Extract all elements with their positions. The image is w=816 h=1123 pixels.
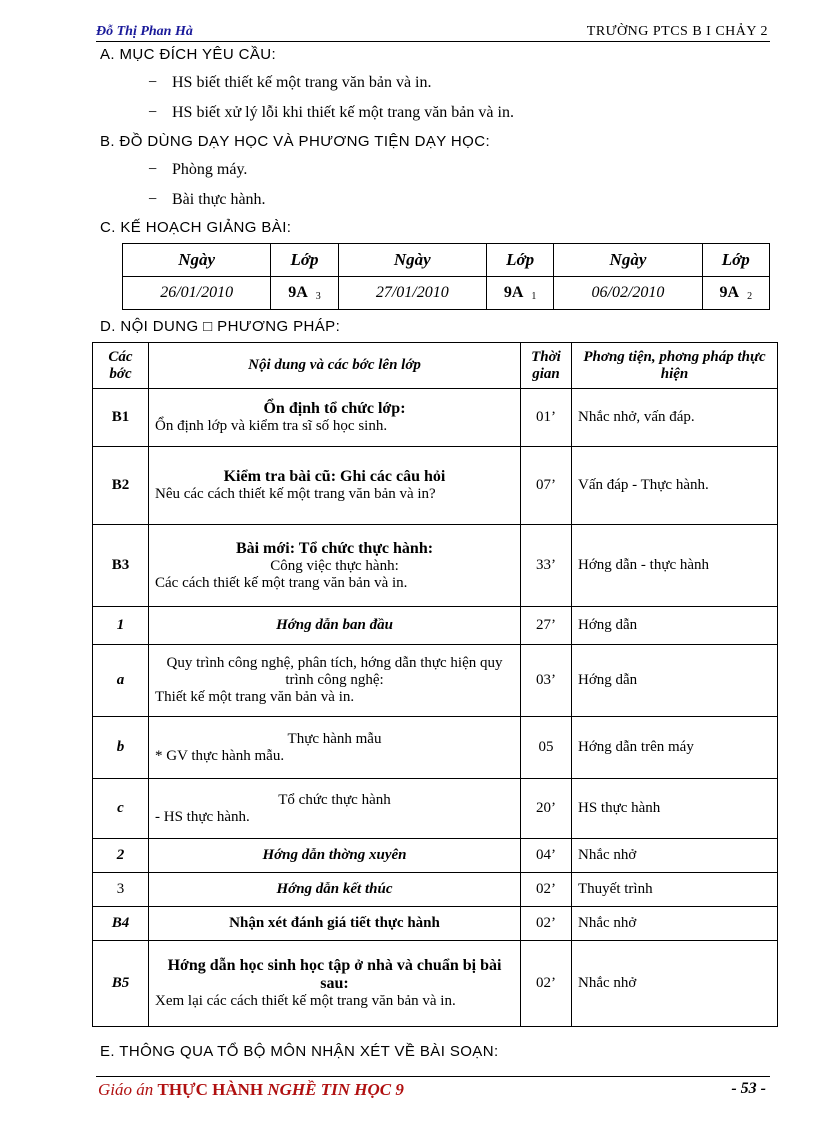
table-row	[93, 525, 778, 607]
plan-header-class: Lớp	[702, 244, 769, 277]
step-label: B4	[93, 907, 149, 941]
step-label: c	[93, 779, 149, 839]
step-subtitle: Quy trình công nghệ, phân tích, hớng dẫn thực hiện quy trình công nghệ:	[166, 655, 503, 688]
section-a-item: − HS biết xử lý lỗi khi thiết kế một trang văn bản và in.	[148, 104, 514, 121]
step-content	[149, 779, 521, 839]
school-name: TRƯỜNG PTCS B I CHẢY 2	[586, 24, 768, 39]
content-method-table	[92, 342, 778, 1027]
step-label: B3	[93, 525, 149, 607]
table-row	[93, 839, 778, 873]
table-row	[93, 779, 778, 839]
step-label: B1	[93, 389, 149, 447]
section-d-title: D. NỘI DUNG □ PHƯƠNG PHÁP:	[100, 318, 341, 335]
plan-class: 9A $_3$	[271, 277, 338, 310]
step-subtitle: Thực hành mẫu	[287, 730, 382, 747]
table-row	[93, 873, 778, 907]
col-header-steps: Các bớc	[93, 343, 149, 389]
step-method: Hớng dẫn trên máy	[572, 717, 778, 779]
step-label: b	[93, 717, 149, 779]
step-title: Bài mới: Tổ chức thực hành:	[235, 539, 434, 557]
plan-class: 9A $_2$	[702, 277, 769, 310]
step-time: 02’	[521, 941, 572, 1027]
step-body: Nêu các cách thiết kế một trang văn bản và in?	[155, 486, 436, 502]
step-method: Hớng dẫn	[572, 607, 778, 645]
plan-header-date: Ngày	[123, 244, 271, 277]
step-time: 20’	[521, 779, 572, 839]
plan-header-class: Lớp	[271, 244, 338, 277]
page-number: - 53 -	[731, 1080, 766, 1097]
table-row	[93, 907, 778, 941]
section-c-title: C. KẾ HOẠCH GIẢNG BÀI:	[100, 219, 292, 236]
step-title: Nhận xét đánh giá tiết thực hành	[149, 907, 521, 941]
table-row	[93, 389, 778, 447]
step-content	[149, 389, 521, 447]
step-content	[149, 645, 521, 717]
section-b-item: − Bài thực hành.	[148, 191, 266, 208]
plan-header-date: Ngày	[554, 244, 702, 277]
step-content	[149, 447, 521, 525]
step-title: Hớng dẫn thờng xuyên	[149, 839, 521, 873]
step-label: B2	[93, 447, 149, 525]
step-method: Thuyết trình	[572, 873, 778, 907]
step-time: 03’	[521, 645, 572, 717]
footer-title: Giáo án THỰC HÀNH NGHỀ TIN HỌC 9	[98, 1080, 404, 1099]
step-title: Kiểm tra bài cũ: Ghi các câu hỏi	[223, 468, 446, 485]
section-a-title: A. MỤC ĐÍCH YÊU CẦU:	[100, 46, 277, 63]
step-method: Vấn đáp - Thực hành.	[572, 447, 778, 525]
step-time: 07’	[521, 447, 572, 525]
author-name: Đỗ Thị Phan Hà	[96, 24, 193, 39]
step-body: Xem lại các cách thiết kế một trang văn bản và in.	[155, 993, 456, 1009]
plan-header-date: Ngày	[338, 244, 486, 277]
step-body: Thiết kế một trang văn bản và in.	[155, 689, 355, 705]
section-a-item: − HS biết thiết kế một trang văn bản và in.	[148, 74, 432, 91]
col-header-content: Nội dung và các bớc lên lớp	[149, 343, 521, 389]
table-row	[93, 447, 778, 525]
step-subtitle: Tổ chức thực hành	[278, 791, 391, 808]
plan-class: 9A $_1$	[486, 277, 553, 310]
table-row	[93, 645, 778, 717]
step-body: Ổn định lớp và kiểm tra sĩ số học sinh.	[155, 418, 388, 434]
step-time: 05	[521, 717, 572, 779]
step-time: 27’	[521, 607, 572, 645]
col-header-time: Thời gian	[521, 343, 572, 389]
table-row	[93, 717, 778, 779]
step-method: Nhắc nhở, vấn đáp.	[572, 389, 778, 447]
table-row	[93, 941, 778, 1027]
step-time: 02’	[521, 907, 572, 941]
step-method: Nhắc nhở	[572, 907, 778, 941]
step-body: * GV thực hành mẫu.	[155, 747, 285, 764]
plan-header-class: Lớp	[486, 244, 553, 277]
step-time: 02’	[521, 873, 572, 907]
step-method: Hớng dẫn	[572, 645, 778, 717]
step-method: HS thực hành	[572, 779, 778, 839]
footer-rule	[96, 1076, 770, 1077]
step-content	[149, 717, 521, 779]
plan-date: 27/01/2010	[338, 277, 486, 310]
step-subtitle: Công việc thực hành:	[270, 557, 399, 574]
step-title: Hớng dẫn kết thúc	[149, 873, 521, 907]
step-label: 1	[93, 607, 149, 645]
lesson-plan-table	[122, 243, 770, 310]
step-body: - HS thực hành.	[155, 808, 250, 825]
section-e-title: E. THÔNG QUA TỔ BỘ MÔN NHẬN XÉT VỀ BÀI SOẠN:	[100, 1043, 499, 1060]
step-title: Ổn định tổ chức lớp:	[263, 400, 406, 417]
header-rule	[96, 41, 770, 42]
step-time: 01’	[521, 389, 572, 447]
step-time: 04’	[521, 839, 572, 873]
step-label: a	[93, 645, 149, 717]
step-content	[149, 941, 521, 1027]
step-label: B5	[93, 941, 149, 1027]
step-content	[149, 525, 521, 607]
section-b-title: B. ĐỒ DÙNG DẠY HỌC VÀ PHƯƠNG TIỆN DẠY HỌC:	[100, 133, 491, 150]
col-header-method: Phơng tiện, phơng pháp thực hiện	[572, 343, 778, 389]
section-b-item: − Phòng máy.	[148, 161, 248, 178]
step-method: Nhắc nhở	[572, 839, 778, 873]
step-label: 3	[93, 873, 149, 907]
step-method: Hớng dẫn - thực hành	[572, 525, 778, 607]
table-row	[93, 607, 778, 645]
plan-date: 26/01/2010	[123, 277, 271, 310]
step-method: Nhắc nhở	[572, 941, 778, 1027]
step-body: Các cách thiết kế một trang văn bản và in.	[155, 574, 408, 591]
step-title: Hớng dẫn học sinh học tập ở nhà và chuẩn bị bài sau:	[167, 957, 502, 992]
step-title: Hớng dẫn ban đầu	[149, 607, 521, 645]
step-label: 2	[93, 839, 149, 873]
plan-date: 06/02/2010	[554, 277, 702, 310]
step-time: 33’	[521, 525, 572, 607]
